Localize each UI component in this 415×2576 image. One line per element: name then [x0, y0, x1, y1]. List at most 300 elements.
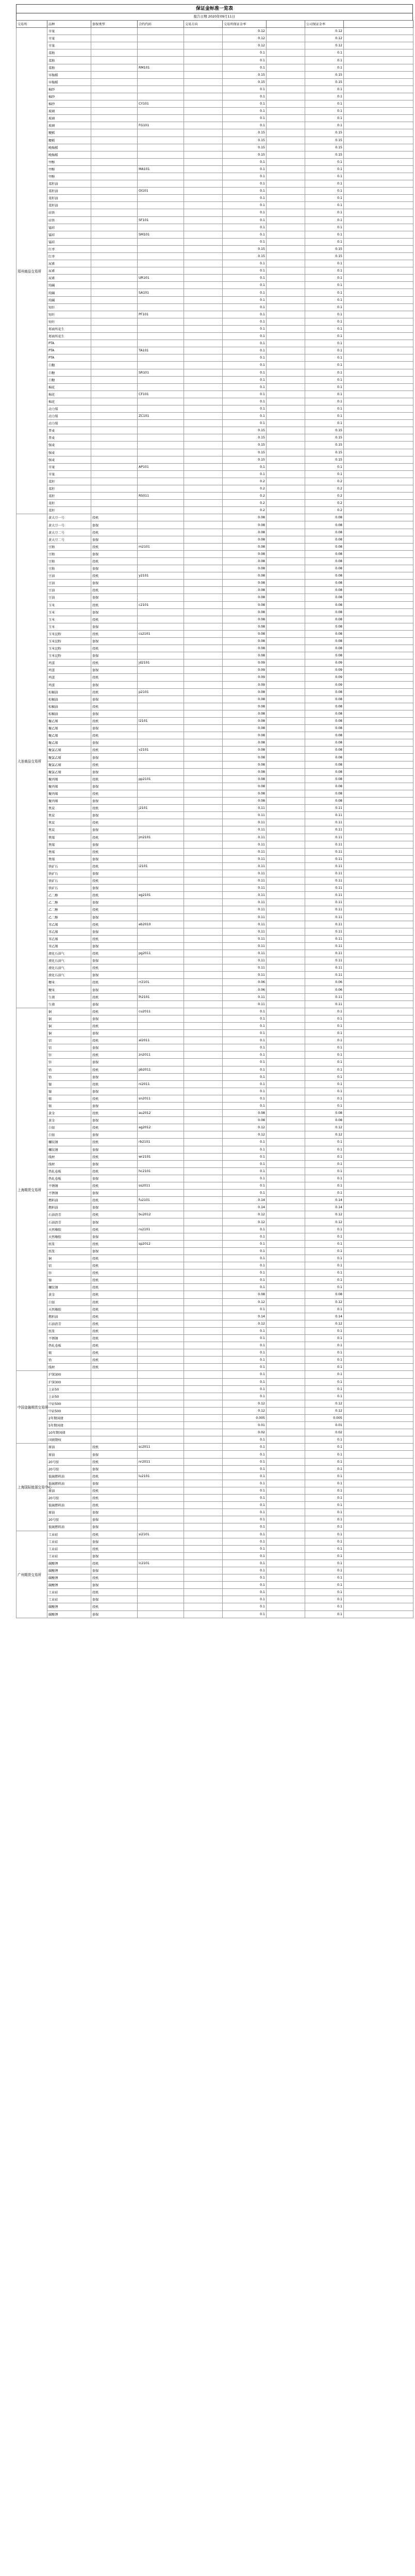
- hedge-type-cell: 投机: [91, 1269, 138, 1277]
- spacer-cell: [267, 231, 305, 238]
- product-cell: 棉纱: [47, 100, 91, 108]
- direction-cell: [184, 906, 223, 913]
- hedge-type-cell: 投机: [91, 819, 138, 826]
- hedge-type-cell: 套保: [91, 928, 138, 935]
- blank-cell: [344, 1371, 413, 1378]
- spacer-cell: [267, 1233, 305, 1240]
- table-row: [16, 1422, 413, 1429]
- table-row: [16, 115, 413, 122]
- exchange-margin-cell: 0.08: [223, 739, 267, 747]
- table-row: [16, 122, 413, 129]
- direction-cell: [184, 253, 223, 260]
- exchange-margin-cell: 0.11: [223, 870, 267, 877]
- blank-cell: [344, 1095, 413, 1102]
- product-cell: 玻璃: [47, 122, 91, 129]
- table-row: [16, 747, 413, 754]
- spacer-cell: [267, 1052, 305, 1059]
- product-cell: 聚乙烯: [47, 732, 91, 739]
- spacer-cell: [267, 1502, 305, 1509]
- hedge-type-cell: [91, 391, 138, 398]
- hedge-type-cell: 投机: [91, 1531, 138, 1538]
- spacer-cell: [267, 1334, 305, 1342]
- hedge-type-cell: [91, 485, 138, 493]
- exchange-margin-cell: 0.1: [223, 195, 267, 202]
- contract-cell: CF101: [138, 391, 184, 398]
- table-row: [16, 1509, 413, 1516]
- hedge-type-cell: 套保: [91, 1175, 138, 1182]
- contract-cell: [138, 732, 184, 739]
- company-margin-cell: 0.1: [305, 1008, 344, 1015]
- direction-cell: [184, 1153, 223, 1160]
- hedge-type-cell: 投机: [91, 514, 138, 521]
- hedge-type-cell: [91, 216, 138, 224]
- exchange-cell: 中国金融期货交易所: [16, 1371, 47, 1444]
- spacer-cell: [267, 1364, 305, 1371]
- direction-cell: [184, 529, 223, 536]
- direction-cell: [184, 1429, 223, 1436]
- direction-cell: [184, 1451, 223, 1458]
- exchange-cell: 上海国际能源交易中心: [16, 1444, 47, 1531]
- table-row: [16, 216, 413, 224]
- blank-cell: [344, 1269, 413, 1277]
- hedge-type-cell: 投机: [91, 1589, 138, 1596]
- exchange-margin-cell: 0.1: [223, 231, 267, 238]
- hedge-type-cell: 投机: [91, 921, 138, 928]
- spacer-cell: [267, 1030, 305, 1037]
- product-cell: 白糖: [47, 369, 91, 376]
- table-row: [16, 652, 413, 659]
- exchange-margin-cell: 0.1: [223, 325, 267, 332]
- product-cell: 菜籽: [47, 478, 91, 485]
- table-row: [16, 659, 413, 667]
- hedge-type-cell: 套保: [91, 1552, 138, 1560]
- blank-cell: [344, 1277, 413, 1284]
- hedge-type-cell: 投机: [91, 950, 138, 957]
- contract-cell: [138, 761, 184, 768]
- contract-cell: [138, 1516, 184, 1523]
- contract-cell: [138, 449, 184, 456]
- spacer-cell: [267, 275, 305, 282]
- company-margin-cell: 0.08: [305, 630, 344, 637]
- direction-cell: [184, 1378, 223, 1385]
- spacer-cell: [267, 333, 305, 340]
- spacer-cell: [267, 637, 305, 645]
- direction-cell: [184, 1545, 223, 1552]
- direction-cell: [184, 921, 223, 928]
- product-cell: 低硫燃料油: [47, 1472, 91, 1480]
- product-cell: 石油沥青: [47, 1211, 91, 1218]
- contract-cell: [138, 405, 184, 412]
- product-cell: 纯碱: [47, 296, 91, 303]
- company-margin-cell: 0.08: [305, 550, 344, 557]
- blank-cell: [344, 950, 413, 957]
- table-row: [16, 1415, 413, 1422]
- spacer-cell: [267, 754, 305, 761]
- product-cell: 10年期国债: [47, 1429, 91, 1436]
- contract-cell: [138, 129, 184, 137]
- hedge-type-cell: 投机: [91, 834, 138, 841]
- company-margin-cell: 0.1: [305, 202, 344, 209]
- spacer-cell: [267, 972, 305, 979]
- product-cell: 早籼稻: [47, 71, 91, 78]
- product-cell: 尿素: [47, 267, 91, 275]
- table-row: [16, 1349, 413, 1357]
- contract-cell: [138, 267, 184, 275]
- contract-cell: jm2101: [138, 834, 184, 841]
- contract-cell: [138, 957, 184, 964]
- exchange-margin-cell: 0.08: [223, 543, 267, 550]
- contract-cell: bu2012: [138, 1211, 184, 1218]
- direction-cell: [184, 1001, 223, 1008]
- blank-cell: [344, 1582, 413, 1589]
- direction-cell: [184, 964, 223, 972]
- blank-cell: [344, 790, 413, 797]
- direction-cell: [184, 783, 223, 790]
- hedge-type-cell: [91, 42, 138, 49]
- table-row: [16, 1334, 413, 1342]
- blank-cell: [344, 1320, 413, 1327]
- blank-cell: [344, 108, 413, 115]
- table-row: [16, 1197, 413, 1204]
- direction-cell: [184, 580, 223, 587]
- table-row: [16, 1378, 413, 1385]
- contract-cell: [138, 1269, 184, 1277]
- direction-cell: [184, 303, 223, 311]
- direction-cell: [184, 601, 223, 608]
- spacer-cell: [267, 1001, 305, 1008]
- blank-cell: [344, 877, 413, 885]
- spacer-cell: [267, 57, 305, 64]
- exchange-cell: 大连商品交易所: [16, 514, 47, 1008]
- product-cell: 聚氯乙烯: [47, 747, 91, 754]
- exchange-margin-cell: 0.1: [223, 260, 267, 267]
- product-cell: 螺纹钢: [47, 1146, 91, 1153]
- exchange-margin-cell: 0.11: [223, 899, 267, 906]
- direction-cell: [184, 1030, 223, 1037]
- blank-cell: [344, 674, 413, 681]
- spacer-cell: [267, 434, 305, 442]
- table-row: [16, 703, 413, 710]
- contract-cell: [138, 964, 184, 972]
- product-cell: 玻璃: [47, 108, 91, 115]
- blank-cell: [344, 1059, 413, 1066]
- direction-cell: [184, 1080, 223, 1088]
- spacer-cell: [267, 710, 305, 717]
- table-row: [16, 1117, 413, 1124]
- direction-cell: [184, 1400, 223, 1407]
- header-row: [16, 21, 413, 28]
- table-row: [16, 427, 413, 434]
- product-cell: 焦炭: [47, 819, 91, 826]
- company-margin-cell: 0.08: [305, 623, 344, 630]
- blank-cell: [344, 1110, 413, 1117]
- company-margin-cell: 0.08: [305, 696, 344, 703]
- company-margin-cell: 0.1: [305, 1582, 344, 1589]
- direction-cell: [184, 1015, 223, 1022]
- table-row: [16, 885, 413, 892]
- exchange-margin-cell: 0.1: [223, 93, 267, 100]
- hedge-type-cell: 投机: [91, 1313, 138, 1320]
- company-margin-cell: 0.1: [305, 1538, 344, 1545]
- blank-cell: [344, 333, 413, 340]
- spacer-cell: [267, 420, 305, 427]
- contract-cell: eg2101: [138, 892, 184, 899]
- hedge-type-cell: 投机: [91, 572, 138, 580]
- hedge-type-cell: 投机: [91, 1298, 138, 1306]
- direction-cell: [184, 325, 223, 332]
- contract-cell: [138, 1364, 184, 1371]
- company-margin-cell: 0.11: [305, 855, 344, 862]
- exchange-margin-cell: 0.1: [223, 470, 267, 478]
- contract-cell: p2101: [138, 688, 184, 696]
- contract-cell: [138, 1190, 184, 1197]
- exchange-margin-cell: 0.12: [223, 1131, 267, 1139]
- direction-cell: [184, 340, 223, 347]
- exchange-margin-cell: 0.11: [223, 885, 267, 892]
- product-cell: 低硫燃料油: [47, 1523, 91, 1531]
- exchange-margin-cell: 0.1: [223, 1327, 267, 1334]
- direction-cell: [184, 35, 223, 42]
- hedge-type-cell: 投机: [91, 1334, 138, 1342]
- table-row: [16, 1255, 413, 1262]
- direction-cell: [184, 1102, 223, 1109]
- hedge-type-cell: 套保: [91, 725, 138, 732]
- table-row: [16, 376, 413, 383]
- contract-cell: [138, 1131, 184, 1139]
- margin-table-body: [16, 28, 413, 1618]
- blank-cell: [344, 442, 413, 449]
- direction-cell: [184, 1226, 223, 1233]
- product-cell: 石油沥青: [47, 1320, 91, 1327]
- company-margin-cell: 0.1: [305, 1472, 344, 1480]
- table-row: [16, 362, 413, 369]
- contract-cell: [138, 652, 184, 659]
- blank-cell: [344, 608, 413, 616]
- blank-cell: [344, 478, 413, 485]
- exchange-margin-cell: 0.1: [223, 282, 267, 289]
- company-margin-cell: 0.1: [305, 1495, 344, 1502]
- spacer-cell: [267, 608, 305, 616]
- table-row: [16, 514, 413, 521]
- company-margin-cell: 0.15: [305, 245, 344, 252]
- hedge-type-cell: [91, 325, 138, 332]
- exchange-margin-cell: 0.1: [223, 1030, 267, 1037]
- direction-cell: [184, 608, 223, 616]
- company-margin-cell: 0.08: [305, 565, 344, 572]
- exchange-margin-cell: 0.08: [223, 718, 267, 725]
- hedge-type-cell: 套保: [91, 1516, 138, 1523]
- company-margin-cell: 0.08: [305, 798, 344, 805]
- blank-cell: [344, 630, 413, 637]
- hedge-type-cell: [91, 100, 138, 108]
- direction-cell: [184, 1422, 223, 1429]
- table-row: [16, 100, 413, 108]
- direction-cell: [184, 775, 223, 783]
- table-row: [16, 49, 413, 57]
- table-row: [16, 826, 413, 834]
- hedge-type-cell: 投机: [91, 1357, 138, 1364]
- product-cell: 玉米: [47, 601, 91, 608]
- exchange-margin-cell: 0.1: [223, 1182, 267, 1190]
- table-row: [16, 674, 413, 681]
- product-cell: 乙二醇: [47, 892, 91, 899]
- blank-cell: [344, 1197, 413, 1204]
- product-cell: 镍: [47, 1277, 91, 1284]
- blank-cell: [344, 623, 413, 630]
- direction-cell: [184, 224, 223, 231]
- direction-cell: [184, 1313, 223, 1320]
- company-margin-cell: 0.1: [305, 1385, 344, 1393]
- direction-cell: [184, 834, 223, 841]
- company-margin-cell: 0.1: [305, 180, 344, 188]
- table-row: [16, 1538, 413, 1545]
- spacer-cell: [267, 1552, 305, 1560]
- blank-cell: [344, 848, 413, 855]
- contract-cell: hc2101: [138, 1167, 184, 1175]
- blank-cell: [344, 521, 413, 529]
- company-margin-cell: 0.11: [305, 812, 344, 819]
- table-row: [16, 964, 413, 972]
- company-margin-cell: 0.12: [305, 1124, 344, 1131]
- hedge-type-cell: 套保: [91, 957, 138, 964]
- table-row: [16, 1400, 413, 1407]
- blank-cell: [344, 1022, 413, 1029]
- hedge-type-cell: [91, 195, 138, 202]
- direction-cell: [184, 1538, 223, 1545]
- table-row: [16, 935, 413, 942]
- company-margin-cell: 0.1: [305, 216, 344, 224]
- blank-cell: [344, 57, 413, 64]
- direction-cell: [184, 86, 223, 93]
- direction-cell: [184, 420, 223, 427]
- blank-cell: [344, 245, 413, 252]
- table-row: [16, 78, 413, 86]
- product-cell: 锡: [47, 1349, 91, 1357]
- spacer-cell: [267, 942, 305, 950]
- direction-cell: [184, 1444, 223, 1451]
- company-margin-cell: 0.08: [305, 710, 344, 717]
- table-row: [16, 681, 413, 688]
- product-cell: 铜: [47, 1015, 91, 1022]
- company-margin-cell: 0.11: [305, 899, 344, 906]
- hedge-type-cell: 套保: [91, 696, 138, 703]
- spacer-cell: [267, 449, 305, 456]
- direction-cell: [184, 1327, 223, 1334]
- table-row: [16, 1357, 413, 1364]
- direction-cell: [184, 1502, 223, 1509]
- company-margin-cell: 0.1: [305, 383, 344, 391]
- contract-cell: [138, 703, 184, 710]
- exchange-margin-cell: 0.1: [223, 1190, 267, 1197]
- contract-cell: SR101: [138, 369, 184, 376]
- table-row: [16, 1066, 413, 1073]
- table-row: [16, 1582, 413, 1589]
- company-margin-cell: 0.15: [305, 434, 344, 442]
- product-cell: 黄金: [47, 1291, 91, 1298]
- exchange-margin-cell: 0.11: [223, 819, 267, 826]
- blank-cell: [344, 1088, 413, 1095]
- contract-cell: [138, 354, 184, 362]
- spacer-cell: [267, 165, 305, 173]
- spacer-cell: [267, 1582, 305, 1589]
- blank-cell: [344, 231, 413, 238]
- direction-cell: [184, 209, 223, 216]
- direction-cell: [184, 688, 223, 696]
- contract-cell: [138, 1495, 184, 1502]
- blank-cell: [344, 972, 413, 979]
- hedge-type-cell: [91, 347, 138, 354]
- spacer-cell: [267, 739, 305, 747]
- product-cell: 乙二醇: [47, 913, 91, 921]
- direction-cell: [184, 180, 223, 188]
- spacer-cell: [267, 442, 305, 449]
- table-row: [16, 645, 413, 652]
- spacer-cell: [267, 195, 305, 202]
- hedge-type-cell: [91, 303, 138, 311]
- table-row: [16, 296, 413, 303]
- product-cell: 豆粕: [47, 550, 91, 557]
- company-margin-cell: 0.08: [305, 543, 344, 550]
- hedge-type-cell: 投机: [91, 543, 138, 550]
- header-exchange: 交易所: [16, 21, 47, 28]
- spacer-cell: [267, 216, 305, 224]
- exchange-margin-cell: 0.11: [223, 805, 267, 812]
- company-margin-cell: 0.1: [305, 1255, 344, 1262]
- blank-cell: [344, 137, 413, 144]
- spacer-cell: [267, 964, 305, 972]
- contract-cell: [138, 1400, 184, 1407]
- spacer-cell: [267, 1509, 305, 1516]
- direction-cell: [184, 1407, 223, 1414]
- product-cell: PTA: [47, 347, 91, 354]
- spacer-cell: [267, 783, 305, 790]
- table-row: [16, 28, 413, 35]
- company-margin-cell: 0.1: [305, 1531, 344, 1538]
- table-row: [16, 594, 413, 601]
- blank-cell: [344, 188, 413, 195]
- table-row: [16, 1502, 413, 1509]
- hedge-type-cell: 投机: [91, 761, 138, 768]
- table-row: [16, 805, 413, 812]
- exchange-margin-cell: 0.11: [223, 950, 267, 957]
- blank-cell: [344, 775, 413, 783]
- direction-cell: [184, 1139, 223, 1146]
- company-margin-cell: 0.09: [305, 659, 344, 667]
- product-cell: 锰硅: [47, 231, 91, 238]
- hedge-type-cell: 套保: [91, 1611, 138, 1618]
- company-margin-cell: 0.11: [305, 964, 344, 972]
- product-cell: 动力煤: [47, 413, 91, 420]
- company-margin-cell: 0.1: [305, 1284, 344, 1291]
- table-row: [16, 725, 413, 732]
- product-cell: 锡: [47, 1095, 91, 1102]
- hedge-type-cell: [91, 296, 138, 303]
- direction-cell: [184, 1269, 223, 1277]
- company-margin-cell: 0.1: [305, 1502, 344, 1509]
- contract-cell: [138, 877, 184, 885]
- spacer-cell: [267, 188, 305, 195]
- direction-cell: [184, 1349, 223, 1357]
- company-margin-cell: 0.11: [305, 870, 344, 877]
- spacer-cell: [267, 238, 305, 245]
- hedge-type-cell: 投机: [91, 1037, 138, 1044]
- company-margin-cell: 0.15: [305, 144, 344, 151]
- table-row: [16, 1589, 413, 1596]
- company-margin-cell: 0.2: [305, 478, 344, 485]
- blank-cell: [344, 1415, 413, 1422]
- exchange-margin-cell: 0.08: [223, 565, 267, 572]
- exchange-margin-cell: 0.2: [223, 478, 267, 485]
